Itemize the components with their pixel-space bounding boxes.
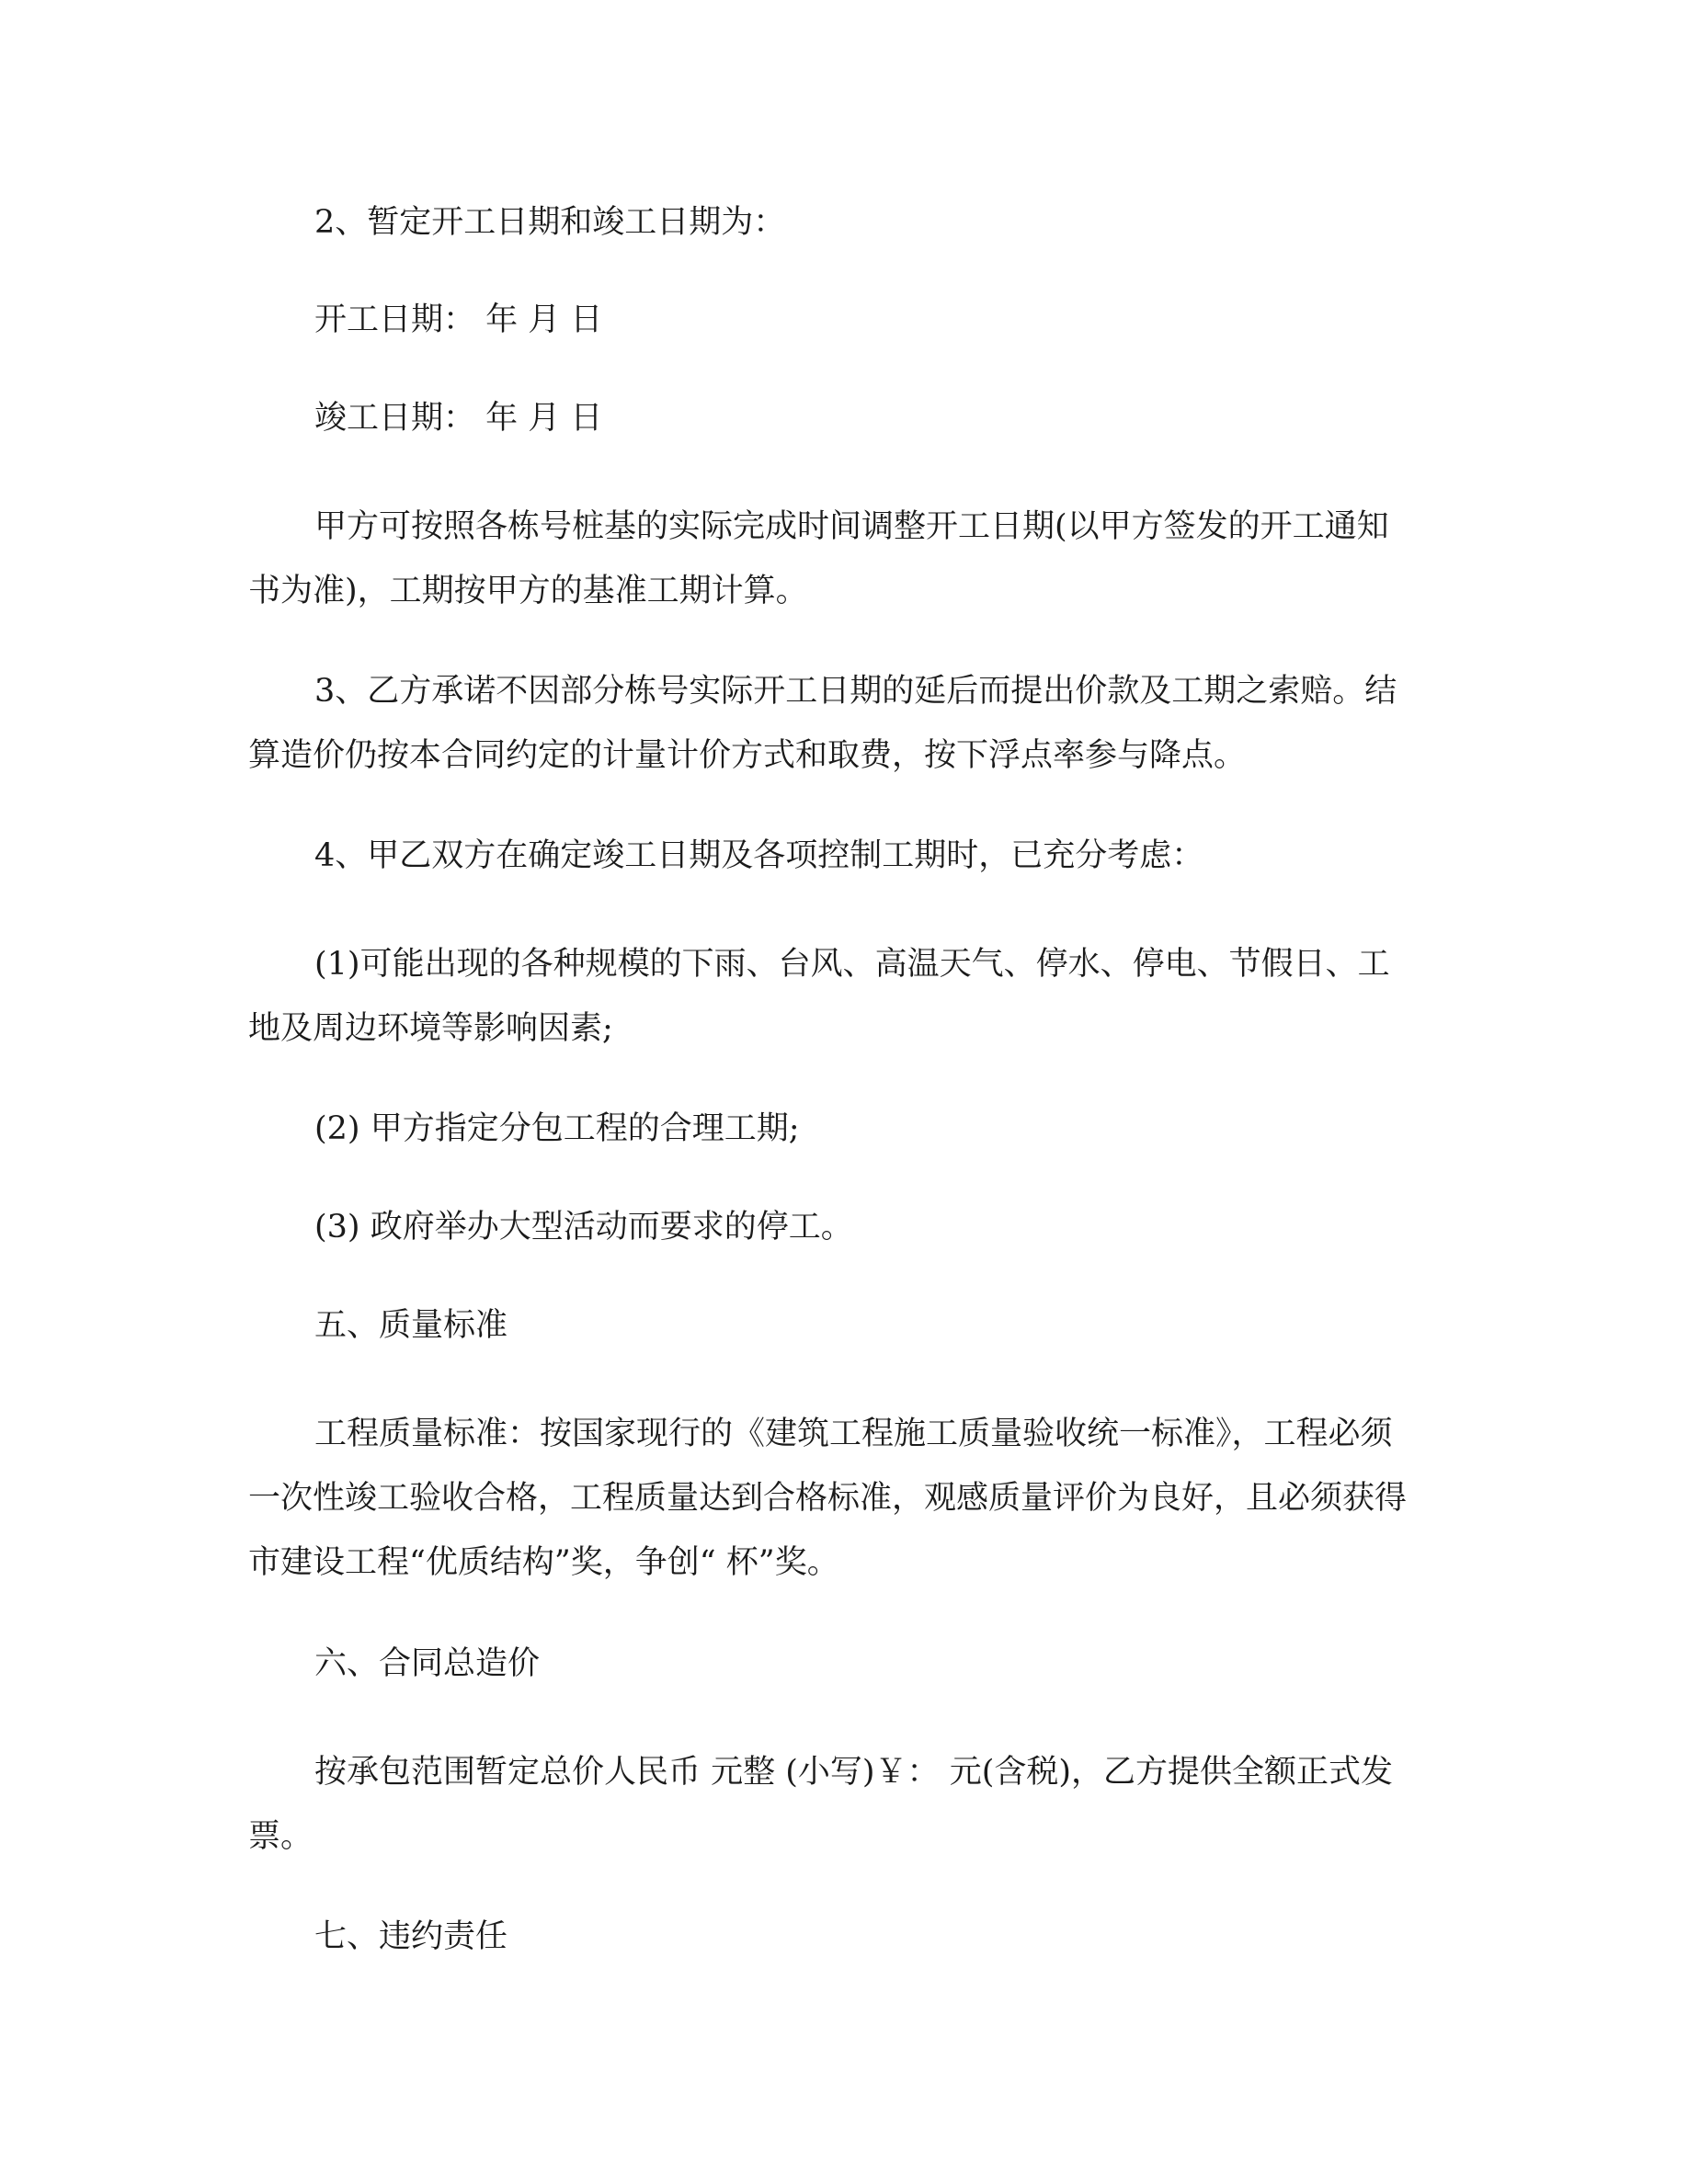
text-line: (2) 甲方指定分包工程的合理工期; — [314, 1110, 800, 1147]
text-line: 竣工日期： 年 月 日 — [314, 400, 603, 437]
paragraph-contract-price — [248, 1740, 1443, 1869]
paragraph-start-end-dates-heading — [248, 190, 1443, 255]
text-line: 五、质量标准 — [314, 1307, 508, 1344]
text-line: (3) 政府举办大型活动而要求的停工。 — [314, 1209, 853, 1246]
text-line: 3、乙方承诺不因部分栋号实际开工日期的延后而提出价款及工期之索赔。结 — [314, 673, 1397, 710]
text-line: 市建设工程“优质结构”奖，争创“ 杯”奖。 — [248, 1544, 839, 1581]
paragraph-no-claim-commitment — [248, 659, 1443, 788]
paragraph-consideration-1 — [248, 932, 1443, 1061]
section-heading-breach-liability — [248, 1905, 1443, 1969]
text-line: 工程质量标准：按国家现行的《建筑工程施工质量验收统一标准》，工程必须 — [314, 1416, 1393, 1452]
section-heading-contract-price — [248, 1632, 1443, 1696]
text-line: 按承包范围暂定总价人民币 元整 (小写)￥： 元(含税)，乙方提供全额正式发 — [314, 1754, 1393, 1791]
paragraph-completion-date — [248, 386, 1443, 450]
text-line: 票。 — [248, 1818, 314, 1855]
text-line: 2、暂定开工日期和竣工日期为： — [314, 204, 786, 241]
text-line: 六、合同总造价 — [314, 1645, 541, 1682]
paragraph-quality-standard — [248, 1402, 1443, 1595]
text-line: 书为准)，工期按甲方的基准工期计算。 — [248, 573, 808, 609]
text-line: 4、甲乙双方在确定竣工日期及各项控制工期时，已充分考虑： — [314, 837, 1204, 874]
paragraph-start-date — [248, 288, 1443, 352]
text-line: 开工日期： 年 月 日 — [314, 301, 603, 338]
paragraph-consideration-3 — [248, 1195, 1443, 1259]
text-line: 一次性竣工验收合格，工程质量达到合格标准，观感质量评价为良好，且必须获得 — [248, 1480, 1408, 1517]
paragraph-considerations-heading — [248, 824, 1443, 888]
section-heading-quality-standard — [248, 1293, 1443, 1358]
text-line: 甲方可按照各栋号桩基的实际完成时间调整开工日期(以甲方签发的开工通知 — [314, 508, 1389, 545]
paragraph-adjust-start-date — [248, 495, 1443, 623]
text-line: (1)可能出现的各种规模的下雨、台风、高温天气、停水、停电、节假日、工 — [314, 946, 1390, 983]
paragraph-consideration-2 — [248, 1097, 1443, 1161]
text-line: 算造价仍按本合同约定的计量计价方式和取费，按下浮点率参与降点。 — [248, 737, 1247, 774]
text-line: 七、违约责任 — [314, 1918, 508, 1955]
text-line: 地及周边环境等影响因素; — [248, 1010, 613, 1047]
